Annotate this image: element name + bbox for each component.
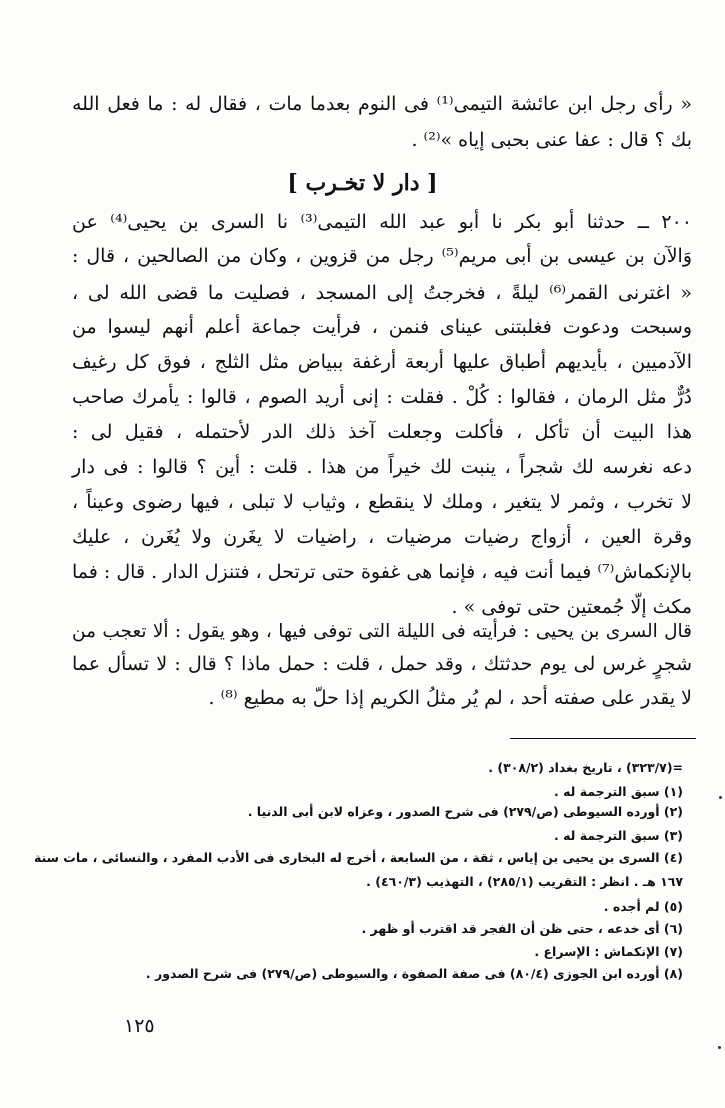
footnote-line: (٥) لم أجده .: [603, 899, 683, 914]
intro-line: بك ؟ قال : عفا عنى بحبى إياه »⁽²⁾ .: [411, 129, 692, 151]
closing-line: لا يقدر على صفته أحد ، لم يُر مثلُ الكريم إذا حلّ به مطيع ⁽⁸⁾ .: [208, 687, 692, 709]
narration-line: وقرة العين ، أزواج رضيات مرضيات ، راضيات لا يغَرن ولا يُغَرن ، عليك: [72, 526, 692, 548]
scan-speck: [719, 796, 722, 799]
footnote-line: (٢) أورده السيوطى (ص/٢٧٩) فى شرح الصدور ، وعزاه لابن أبى الدنيا .: [247, 804, 683, 819]
narration-line: « اغترنى القمر⁽⁶⁾ ليلةً ، فخرجتُ إلى المسجد ، فصليت ما قضى الله لى ،: [72, 282, 692, 304]
narration-line: دُرٌّ مثل الرمان ، فقالوا : كُلْ . فقلت : إنى أريد الصوم ، قالوا : يأمرك صاحب: [72, 386, 692, 408]
narration-line: وسبحت ودعوت فغلبتنى عيناى فنمن ، فرأيت جماعة أعلم أنهم ليسوا من: [72, 316, 692, 338]
footnote-line: ١٦٧ هـ . انظر : التقريب (٢٨٥/١) ، التهذيب (٤٦٠/٣) .: [366, 874, 683, 889]
footnote-line: =(٣٢٣/٧) ، تاريخ بغداد (٣٠٨/٢) .: [488, 760, 683, 775]
narration-line: وَالآن بن عيسى بن أبى مريم⁽⁵⁾ رجل من قزوين ، وكان من الصالحين ، قال :: [72, 245, 692, 267]
narration-line: دعه نغرسه لك شجراً ، ينبت لك خيراً من هذا . قلت : أين ؟ قالوا : فى دار: [72, 456, 692, 478]
narration-line: هذا البيت أن تأكل ، فأكلت وجعلت آخذ ذلك الدر لأحتمله ، فقيل لى :: [72, 421, 692, 443]
section-heading: [ دار لا تخـرب ]: [287, 170, 438, 196]
footnote-line: (٤) السرى بن يحيى بن إياس ، ثقة ، من السابعة ، أخرج له البخارى فى الأدب المفرد ، والنسائى ، مات سنة: [33, 850, 683, 865]
page-number: ١٢٥: [124, 1015, 155, 1037]
narration-line: بالإنكماش⁽⁷⁾ فيما أنت فيه ، فإنما هى غفوة حتى ترتحل ، فتنزل الدار . قال : فما: [72, 561, 692, 583]
scan-speck: [718, 1046, 721, 1049]
footnote-divider: [510, 738, 696, 739]
narration-line: لا تخرب ، وثمر لا يتغير ، وملك لا ينقطع ، وثياب لا تبلى ، فيها رضوى وعيناً ،: [72, 491, 692, 513]
footnote-line: (١) سبق الترجمة له .: [554, 784, 683, 799]
closing-line: شجرٍ غرس لى يوم حدثتك ، وقد حمل ، قلت : حمل ماذا ؟ قال : لا تسأل عما: [72, 653, 692, 675]
footnote-line: (٦) أى خدعه ، حتى ظن أن الفجر قد اقترب أو ظهر .: [361, 921, 683, 936]
narration-line: الآدميين ، بأيديهم أطباق عليها أربعة أرغفة ببياض مثل الثلج ، فوق كل رغيف: [72, 351, 692, 373]
narration-line: مكث إلّا جُمعتين حتى توفى » .: [451, 596, 692, 618]
intro-line: « رأى رجل ابن عائشة التيمى⁽¹⁾ فى النوم بعدما مات ، فقال له : ما فعل الله: [72, 93, 693, 115]
footnote-line: (٧) الإنكماش : الإسراع .: [534, 944, 683, 959]
footnote-line: (٣) سبق الترجمة له .: [554, 828, 683, 843]
footnote-line: (٨) أورده ابن الجوزى (٨٠/٤) فى صفة الصفوة ، والسيوطى (ص/٢٧٩) فى شرح الصدور .: [145, 966, 683, 981]
narration-line: ٢٠٠ ــ حدثنا أبو بكر نا أبو عبد الله التيمى⁽³⁾ نا السرى بن يحيى⁽⁴⁾ عن: [72, 211, 692, 233]
closing-line: قال السرى بن يحيى : فرأيته فى الليلة التى توفى فيها ، وهو يقول : ألا تعجب من: [72, 621, 692, 642]
